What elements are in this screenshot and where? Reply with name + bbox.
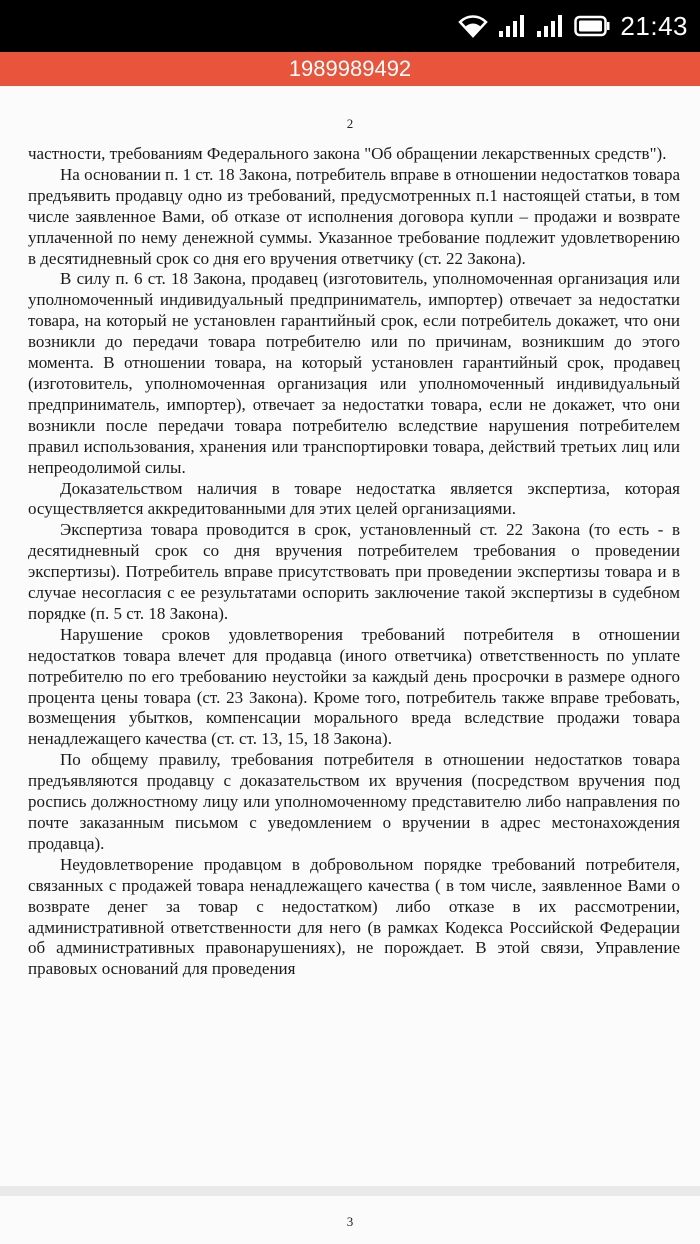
- paragraph: В силу п. 6 ст. 18 Закона, продавец (изготовитель, уполномоченная организация или уполномоченный индивидуальный предприниматель, импортер) отвечает за недостатки товара, на который не установлен гарантийный срок, если потребитель докажет, что они возникли до передачи товара потребителю или по причинам, возникшим до этого момента. В отношении товара, на который установлен гарантийный срок, продавец (изготовитель, уполномоченная организация или уполномоченный индивидуальный предприниматель, импортер), отвечает за недостатки товара, если не докажет, что они возникли после передачи товара потребителю вследствие нарушения потребителем правил использования, хранения или транспортировки товара, действий третьих лиц или непреодолимой силы.: [28, 269, 680, 477]
- status-time: 21:43: [620, 10, 688, 41]
- page-number-bottom: 3: [346, 1214, 354, 1229]
- battery-icon: [574, 15, 610, 37]
- paragraph: Нарушение сроков удовлетворения требований потребителя в отношении недостатков товара влечет для продавца (иного ответчика) ответственность по уплате потребителю по его требованию неустойки за каждый день просрочки в размере одного процента цены товара (ст. 23 Закона). Кроме того, потребитель также вправе требовать, возмещения убытков, компенсации морального вреда вследствие продажи товара ненадлежащего качества (ст. ст. 13, 15, 18 Закона).: [28, 624, 680, 749]
- paragraph: Экспертиза товара проводится в срок, установленный ст. 22 Закона (то есть - в десятидневный срок со дня вручения потребителем требования о проведении экспертизы). Потребитель вправе присутствовать при проведении экспертизы товара и в случае несогласия с ее результатами оспорить заключение такой экспертизы в судебном порядке (п. 5 ст. 18 Закона).: [28, 520, 680, 623]
- document-title: 1989989492: [288, 56, 412, 81]
- paragraph: По общему правилу, требования потребителя в отношении недостатков товара предъявляются продавцу с доказательством их вручения (посредством вручения под роспись должностному лицу или уполномоченному представителю либо направления по почте заказанным письмом с уведомлением о вручении в адрес местонахождения продавца).: [28, 750, 680, 853]
- paragraph: На основании п. 1 ст. 18 Закона, потребитель вправе в отношении недостатков товара предъявить продавцу одно из требований, предусмотренных п.1 настоящей статьи, в том числе заявленное Вами, об отказе от исполнения договора купли – продажи и возврате уплаченной по нему денежной суммы. Указанное требование подлежит удовлетворению в десятидневный срок со дня его вручения ответчику (ст. 22 Закона).: [28, 164, 680, 268]
- status-icons: [458, 0, 688, 52]
- paragraph: Доказательством наличия в товаре недостатка является экспертиза, которая осуществляется аккредитованными для этих целей организациями.: [28, 478, 680, 519]
- document-page[interactable]: [0, 86, 700, 1186]
- wifi-icon: [458, 14, 488, 38]
- status-bar: [0, 0, 700, 52]
- page-separator: [0, 1186, 700, 1196]
- signal-icon: [498, 14, 526, 38]
- document-title-bar[interactable]: [0, 52, 700, 86]
- signal-icon: [536, 14, 564, 38]
- document-body: [28, 144, 680, 980]
- page-number-top: 2: [346, 116, 354, 131]
- paragraph: частности, требованиям Федерального закона "Об обращении лекарственных средств").: [28, 144, 667, 163]
- paragraph: Неудовлетворение продавцом в добровольном порядке требований потребителя, связанных с продажей товара ненадлежащего качества ( в том числе, заявленное Вами о возврате денег за товар с недостатком) либо отказе в их рассмотрении, административной ответственности для него (в рамках Кодекса Российской Федерации об административных правонарушениях), не порождает. В этой связи, Управление правовых оснований для проведения: [28, 854, 680, 979]
- next-document-page[interactable]: [0, 1196, 700, 1244]
